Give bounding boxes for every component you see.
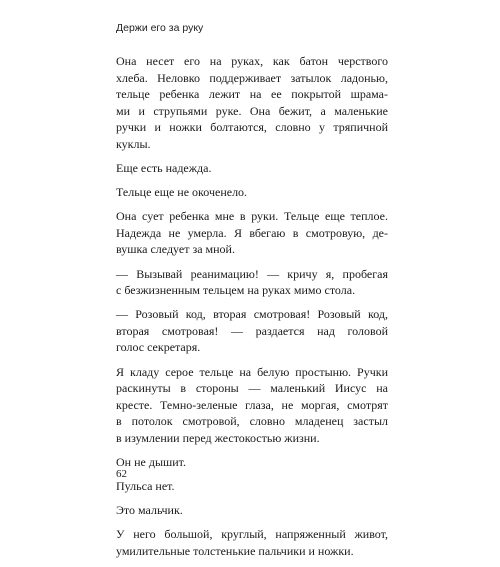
paragraph <box>116 502 388 519</box>
text-line: куклы. <box>116 136 151 151</box>
text-line: ручки и ножки болтаются, словно у тряпичной <box>116 120 388 135</box>
paragraph <box>116 306 388 356</box>
text-line: в потолок смотровой, словно младенец застыл <box>116 414 388 429</box>
text-line: Тельце еще не окоченело. <box>116 185 248 200</box>
body-text <box>116 53 388 567</box>
text-line: тельце ребенка лежит на ее покрытой шрама- <box>116 87 388 102</box>
text-line: кресте. Темно-зеленые глаза, не моргая, смотрят <box>116 397 388 412</box>
paragraph <box>116 184 388 201</box>
text-line: — Вызывай реанимацию! — кричу я, пробегая <box>116 266 388 281</box>
text-line: с безжизненным тельцем на руках мимо стола. <box>116 283 356 298</box>
text-line: умилительные толстенькие пальчики и ножки. <box>116 543 354 558</box>
paragraph <box>116 160 388 177</box>
text-line: в изумлении перед жестокостью жизни. <box>116 430 320 445</box>
paragraph <box>116 53 388 153</box>
paragraph <box>116 526 388 559</box>
text-line: Еще есть надежда. <box>116 161 212 176</box>
paragraph <box>116 266 388 299</box>
text-line: — Розовый код, вторая смотровая! Розовый код, <box>116 307 388 322</box>
text-line: Надежда не умерла. Я вбегаю в смотровую, де- <box>116 225 388 240</box>
text-line: Это мальчик. <box>116 503 183 518</box>
text-line: У него большой, круглый, напряженный живот, <box>116 527 388 542</box>
text-line: Я кладу серое тельце на белую простыню. Ручки <box>116 364 388 379</box>
text-line: Он не дышит. <box>116 454 187 469</box>
text-line: вушка следует за мной. <box>116 242 235 257</box>
paragraph <box>116 208 388 258</box>
text-line: Пульса нет. <box>116 479 175 494</box>
paragraph <box>116 364 388 447</box>
running-header: Держи его за руку <box>116 22 204 34</box>
text-line: вторая смотровая! — раздается над головой <box>116 323 388 338</box>
text-line: ми и струпьями руке. Она бежит, а маленькие <box>116 103 388 118</box>
paragraph <box>116 454 388 471</box>
text-line: раскинуты в стороны — маленький Иисус на <box>116 381 388 396</box>
page-number: 62 <box>116 468 127 480</box>
text-line: Она сует ребенка мне в руки. Тельце еще теплое. <box>116 209 388 224</box>
text-line: Она несет его на руках, как батон черствого <box>116 54 388 68</box>
paragraph <box>116 478 388 495</box>
text-line: хлеба. Неловко поддерживает затылок ладонью, <box>116 70 388 85</box>
text-line: голос секретаря. <box>116 340 201 355</box>
